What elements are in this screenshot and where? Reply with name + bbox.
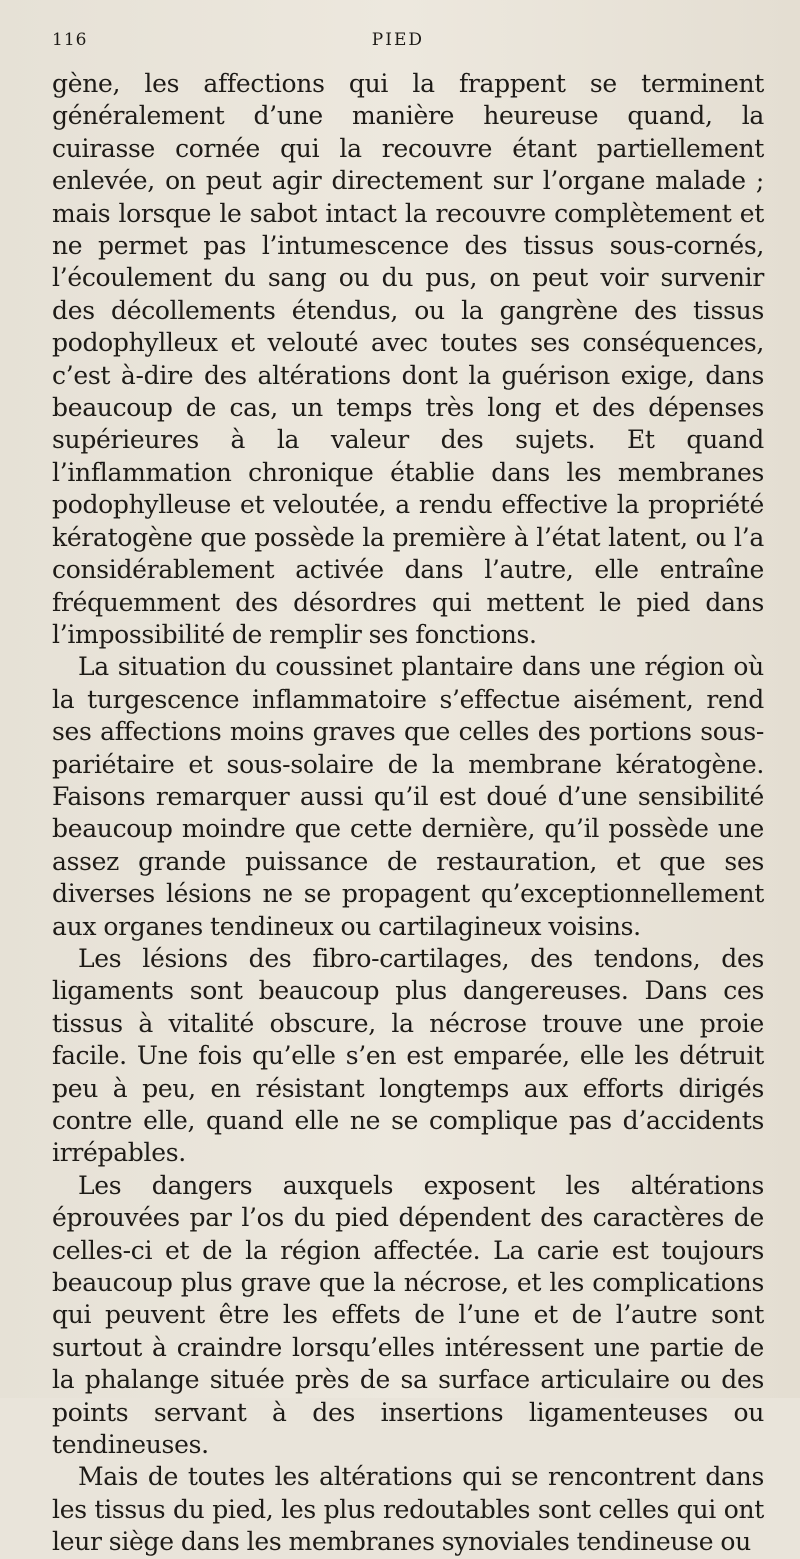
page-header <box>52 30 764 64</box>
paragraph-fibro-cartilages: Les lésions des fibro-cartilages, des tendons, des ligaments sont beaucoup plus dangereuses. Dans ces tissus à vitalité obscure, la nécrose trouve une proie facile. Une fois qu’elle s’en est emparée, elle les détruit peu à peu, en résistant longtemps aux efforts dirigés contre elle, quand elle ne se complique pas d’accidents irrépables. <box>52 943 764 1168</box>
running-title: PIED <box>371 30 424 50</box>
body-text <box>52 68 764 1559</box>
paragraph-coussinet: La situation du coussinet plantaire dans une région où la turgescence inflammatoire s’effectue aisément, rend ses affections moins graves que celles des portions sous-pariétaire et sous-solaire de la membrane kératogène. Faisons remarquer aussi qu’il est doué d’une sensibilité beaucoup moindre que cette dernière, qu’il possède une assez grande puissance de restauration, et que ses diverses lésions ne se propagent qu’exceptionnellement aux organes tendineux ou cartilagineux voisins. <box>52 652 764 941</box>
paragraph-synoviales: Mais de toutes les altérations qui se rencontrent dans les tissus du pied, les plus redoutables sont celles qui ont leur siège dans les membranes synoviales tendineuse ou <box>52 1462 764 1557</box>
page-number: 116 <box>52 30 88 50</box>
paragraph-os-du-pied: Les dangers auxquels exposent les altérations éprouvées par l’os du pied dépendent des caractères de celles-ci et de la région affectée. La carie est toujours beaucoup plus grave que la nécrose, et les complications qui peuvent être les effets de l’une et de l’autre sont surtout à craindre lorsqu’elles intéressent une partie de la phalange située près de sa surface articulaire ou des points servant à des insertions ligamenteuses ou tendineuses. <box>52 1170 764 1460</box>
paragraph-continuation: gène, les affections qui la frappent se terminent généralement d’une manière heureuse quand, la cuirasse cornée qui la recouvre étant partiellement enlevée, on peut agir directement sur l’organe malade ; mais lorsque le sabot intact la recouvre complètement et ne permet pas l’intumescence des tissus sous-cornés, l’écoulement du sang ou du pus, on peut voir survenir des décollements étendus, ou la gangrène des tissus podophylleux et velouté avec toutes ses conséquences, c’est à-dire des altérations dont la guérison exige, dans beaucoup de cas, un temps très long et des dépenses supérieures à la valeur des sujets. Et quand l’inflammation chronique établie dans les membranes podophylleuse et veloutée, a rendu effective la propriété kératogène que possède la première à l’état latent, ou l’a considérablement activée dans l’autre, elle entraîne fréquemment des désordres qui mettent le pied dans l’impossibilité de remplir ses fonctions. <box>52 69 764 649</box>
